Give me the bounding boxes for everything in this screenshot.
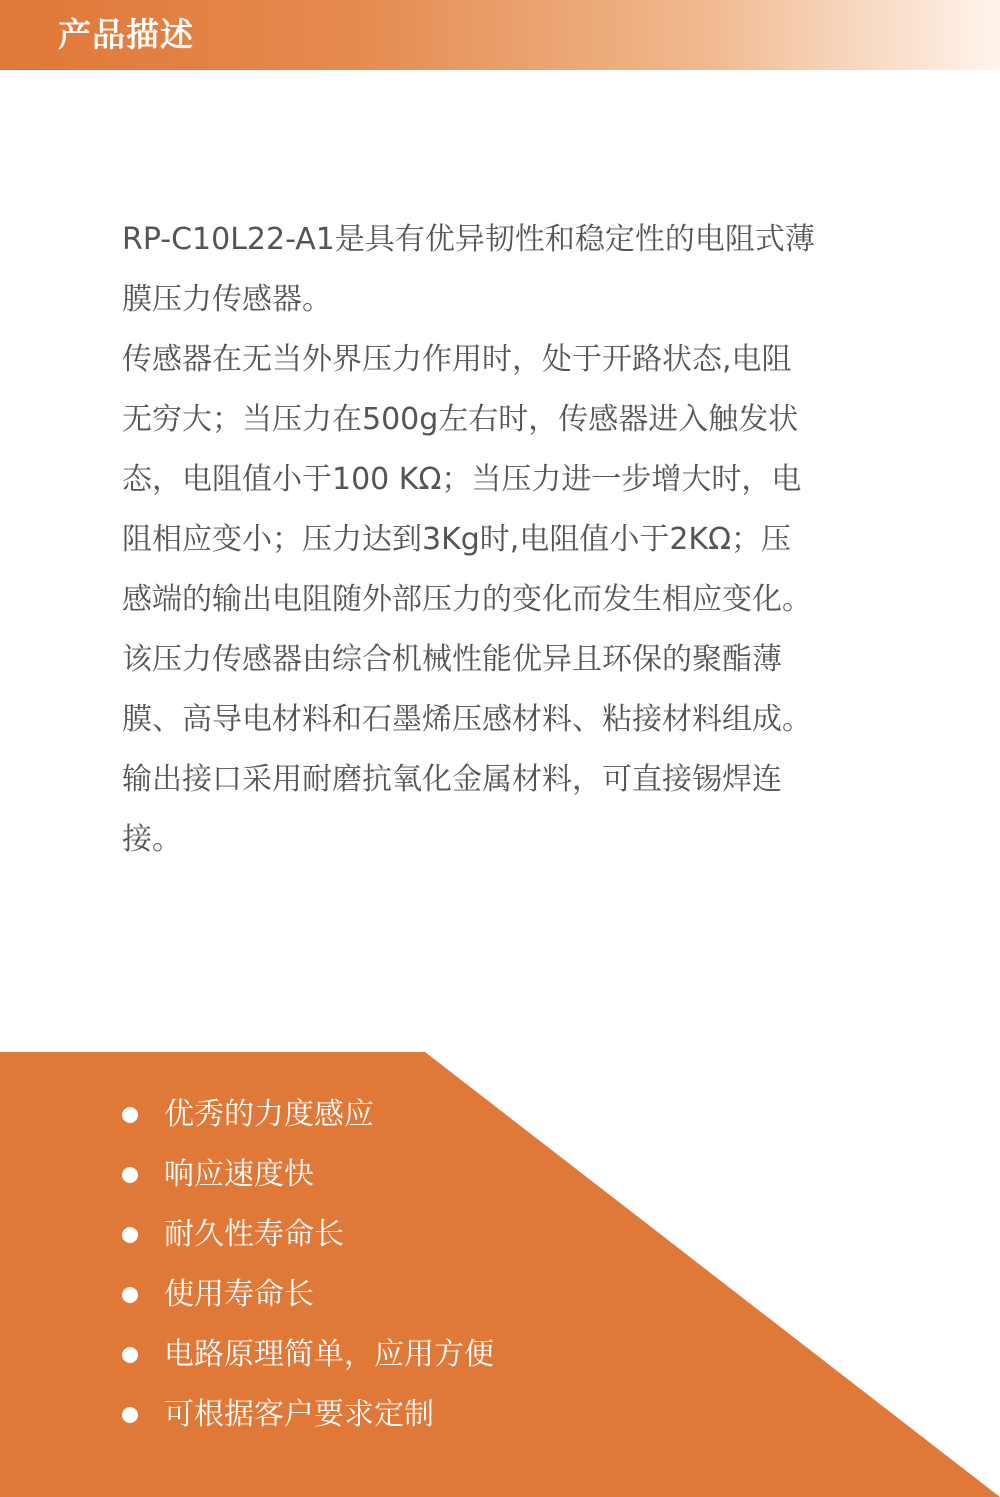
description-line: 态，电阻值小于100 KΩ；当压力进一步增大时，电 — [122, 462, 802, 497]
feature-label: 响应速度快 — [164, 1157, 314, 1192]
feature-item — [122, 1205, 494, 1265]
feature-item — [122, 1385, 494, 1445]
bullet-icon — [122, 1407, 138, 1423]
section-title: 产品描述 — [58, 15, 194, 54]
bullet-icon — [122, 1107, 138, 1123]
description-line: RP-C10L22-A1是具有优异韧性和稳定性的电阻式薄 — [122, 222, 815, 257]
bullet-icon — [122, 1287, 138, 1303]
feature-item — [122, 1265, 494, 1325]
feature-item — [122, 1085, 494, 1145]
description-line: 传感器在无当外界压力作用时，处于开路状态,电阻 — [122, 342, 792, 377]
feature-label: 可根据客户要求定制 — [164, 1397, 434, 1432]
description-line: 无穷大；当压力在500g左右时，传感器进入触发状 — [122, 402, 799, 437]
feature-label: 电路原理简单，应用方便 — [164, 1337, 494, 1372]
feature-item — [122, 1145, 494, 1205]
description-line: 阻相应变小；压力达到3Kg时,电阻值小于2KΩ；压 — [122, 522, 792, 557]
description-line: 感端的输出电阻随外部压力的变化而发生相应变化。 — [122, 582, 812, 617]
bullet-icon — [122, 1347, 138, 1363]
product-description — [122, 210, 902, 870]
bullet-icon — [122, 1227, 138, 1243]
header-bar — [0, 0, 1000, 70]
description-line: 该压力传感器由综合机械性能优异且环保的聚酯薄 — [122, 642, 782, 677]
description-line: 膜、高导电材料和石墨烯压感材料、粘接材料组成。 — [122, 702, 812, 737]
description-line: 接。 — [122, 822, 182, 857]
bullet-icon — [122, 1167, 138, 1183]
description-line: 膜压力传感器。 — [122, 282, 332, 317]
feature-label: 耐久性寿命长 — [164, 1217, 344, 1252]
feature-label: 优秀的力度感应 — [164, 1097, 374, 1132]
feature-list — [122, 1085, 494, 1445]
feature-label: 使用寿命长 — [164, 1277, 314, 1312]
feature-item — [122, 1325, 494, 1385]
description-line: 输出接口采用耐磨抗氧化金属材料，可直接锡焊连 — [122, 762, 782, 797]
